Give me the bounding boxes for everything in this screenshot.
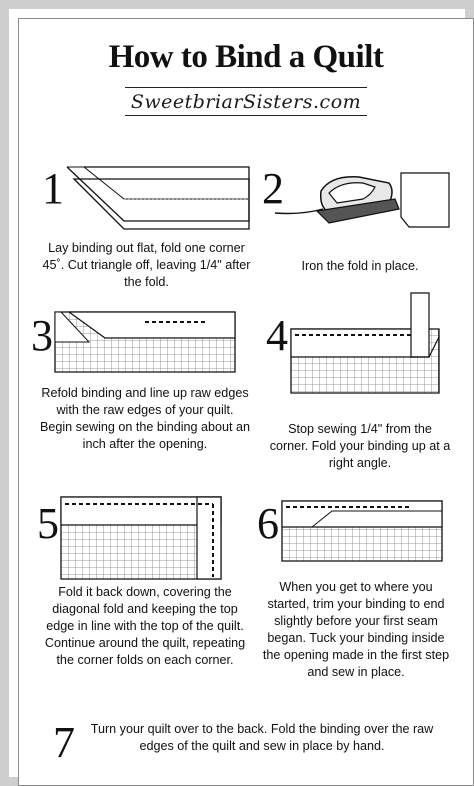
step-1-fold-illustration [64,159,249,239]
step-1-number: 1 [42,164,64,213]
step-6-quilt-illustration [282,501,442,561]
step-5-number: 5 [37,499,59,548]
step-3-quilt-illustration [55,312,235,372]
step-2-text: Iron the fold in place. [301,259,419,273]
step-3-number: 3 [31,311,53,360]
title-rule-bottom [125,115,367,116]
page-title: How to Bind a Quilt [108,39,384,75]
step-6-text: When you get to where you started, trim your binding to end slightly before your first seam began. Tuck your binding inside the opening made in the first step and sew in place. [262,580,450,679]
step-4-text: Stop sewing 1/4" from the corner. Fold your binding up at a right angle. [269,422,451,470]
site-name: SweetbriarSisters.com [130,91,362,113]
step-2-iron-illustration [271,169,449,241]
title-rule-top [125,87,367,88]
step-3-text: Refold binding and line up raw edges with the raw edges of your quilt. Begin sewing on the binding about an inch after the opening. [39,386,251,451]
step-1-text: Lay binding out flat, fold one corner 45˚. Cut triangle off, leaving 1/4" after the fold. [42,241,251,289]
step-4-quilt-illustration [291,293,439,393]
step-6-number: 6 [257,499,279,548]
step-7-text: Turn your quilt over to the back. Fold the binding over the raw edges of the quilt and sew in place by hand. [90,722,434,753]
step-5-text: Fold it back down, covering the diagonal fold and keeping the top edge in line with the top of the quilt. Continue around the quilt, repeating the corner folds on each corner. [44,585,246,667]
step-7-number: 7 [53,718,75,767]
step-2-number: 2 [262,164,284,213]
step-5-quilt-illustration [61,497,221,579]
step-4-number: 4 [266,311,288,360]
